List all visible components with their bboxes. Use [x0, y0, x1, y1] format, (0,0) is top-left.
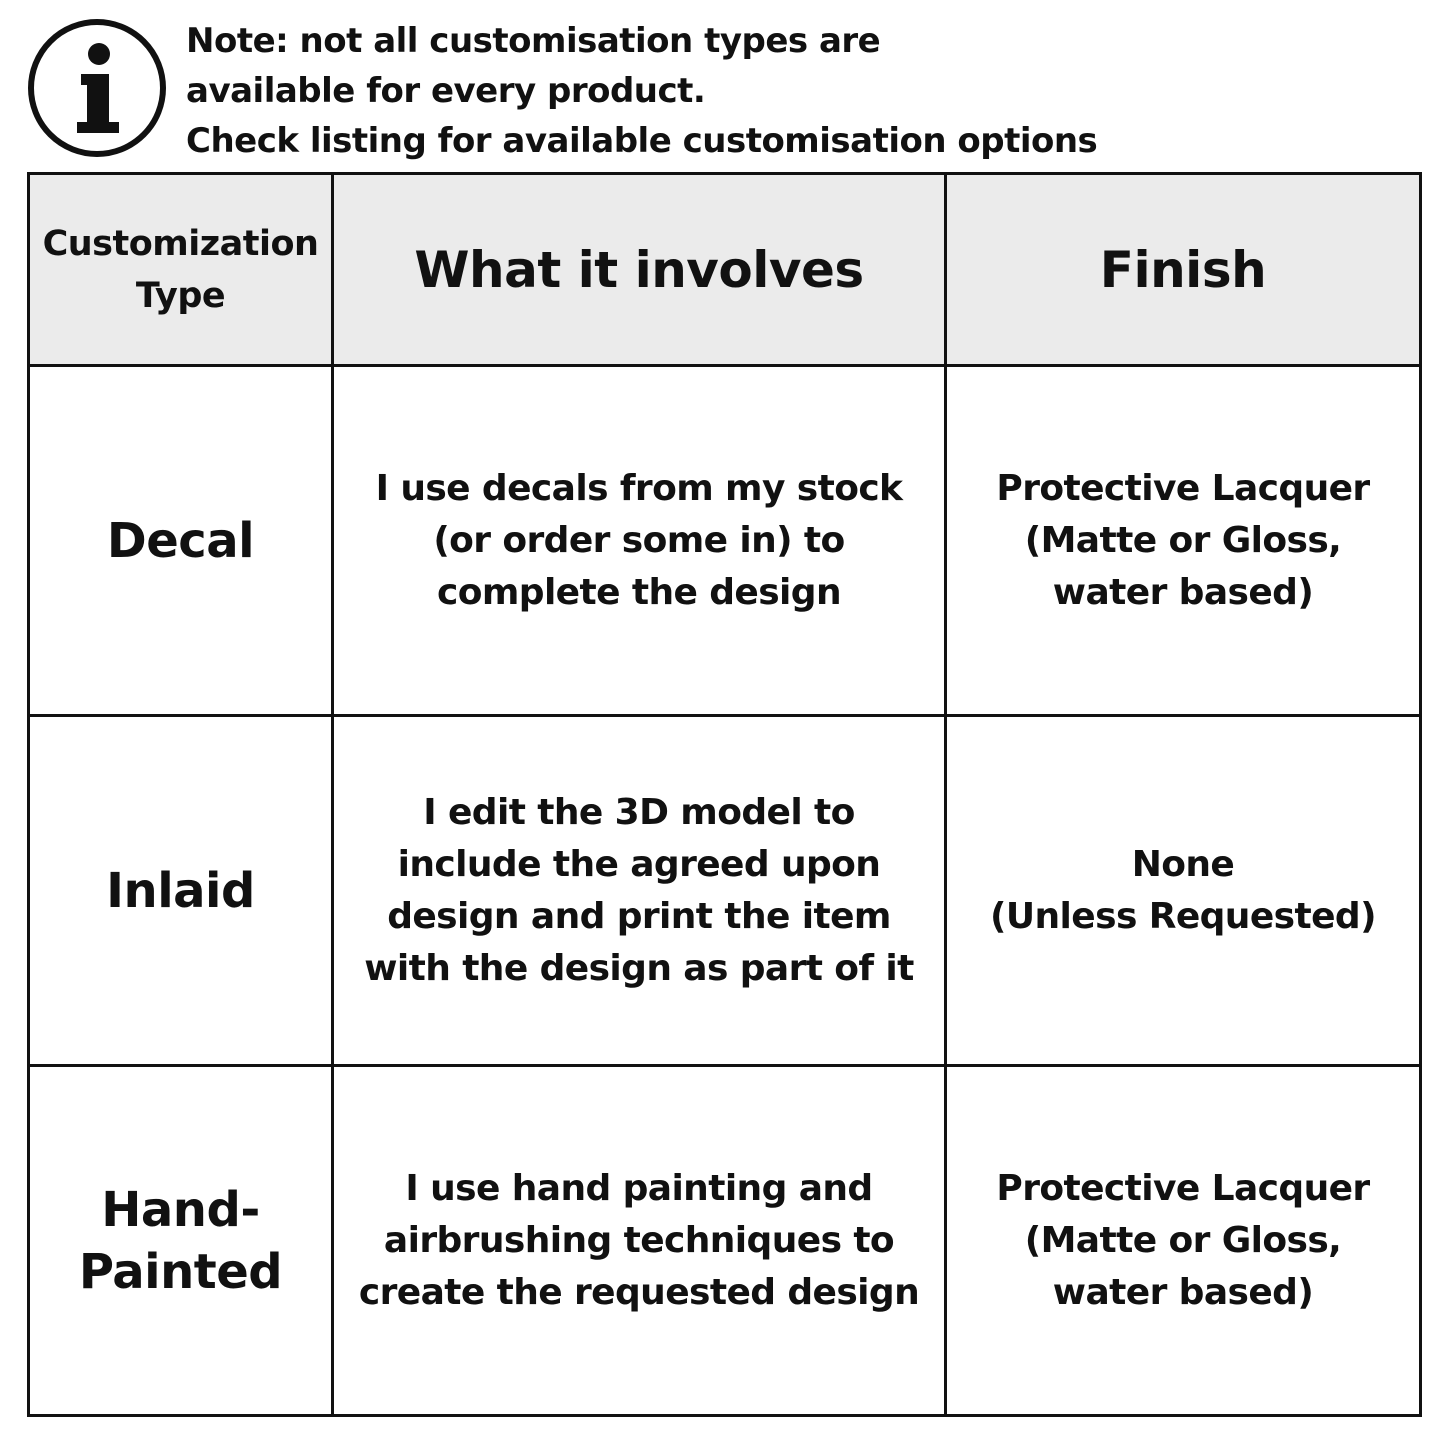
type-cell [29, 1066, 333, 1416]
header-line: Customization [42, 223, 319, 264]
involves-line: complete the design [436, 571, 841, 613]
availability-note [186, 16, 1386, 166]
note-line: Check listing for available customisation options [186, 121, 1098, 161]
note-line: Note: not all customisation types are [186, 21, 881, 61]
involves-line: with the design as part of it [364, 947, 914, 989]
involves-line: design and print the item [387, 895, 891, 937]
table-header-row [29, 174, 1421, 366]
involves-line: I use decals from my stock [375, 467, 903, 509]
type-name: Inlaid [106, 862, 255, 919]
finish-line: (Matte or Gloss, [1024, 519, 1342, 561]
involves-line: I use hand painting and [405, 1167, 873, 1209]
header-what-it-involves [333, 174, 946, 366]
type-name: Decal [106, 512, 255, 569]
finish-cell [946, 1066, 1421, 1416]
finish-cell [946, 716, 1421, 1066]
customization-table [27, 172, 1422, 1417]
header-line: Type [135, 275, 226, 316]
table-row [29, 1066, 1421, 1416]
involves-line: create the requested design [358, 1271, 920, 1313]
header-customization-type [29, 174, 333, 366]
involves-cell [333, 366, 946, 716]
finish-line: (Matte or Gloss, [1024, 1219, 1342, 1261]
involves-line: (or order some in) to [433, 519, 845, 561]
header-label: Finish [1099, 240, 1267, 299]
finish-line: water based) [1052, 1271, 1314, 1313]
table-row [29, 366, 1421, 716]
finish-cell [946, 366, 1421, 716]
note-line: available for every product. [186, 71, 706, 111]
type-name: Painted [78, 1243, 283, 1300]
finish-line: Protective Lacquer [996, 467, 1370, 509]
table-row [29, 716, 1421, 1066]
info-icon [27, 18, 167, 158]
header-finish [946, 174, 1421, 366]
finish-line: Protective Lacquer [996, 1167, 1370, 1209]
type-cell [29, 366, 333, 716]
finish-line: (Unless Requested) [990, 895, 1376, 937]
involves-line: I edit the 3D model to [423, 791, 855, 833]
involves-line: airbrushing techniques to [383, 1219, 895, 1261]
involves-line: include the agreed upon [397, 843, 881, 885]
finish-line: water based) [1052, 571, 1314, 613]
finish-line: None [1131, 843, 1235, 885]
involves-cell [333, 716, 946, 1066]
type-cell [29, 716, 333, 1066]
header-label: What it involves [414, 240, 864, 299]
involves-cell [333, 1066, 946, 1416]
type-name: Hand- [101, 1181, 260, 1238]
